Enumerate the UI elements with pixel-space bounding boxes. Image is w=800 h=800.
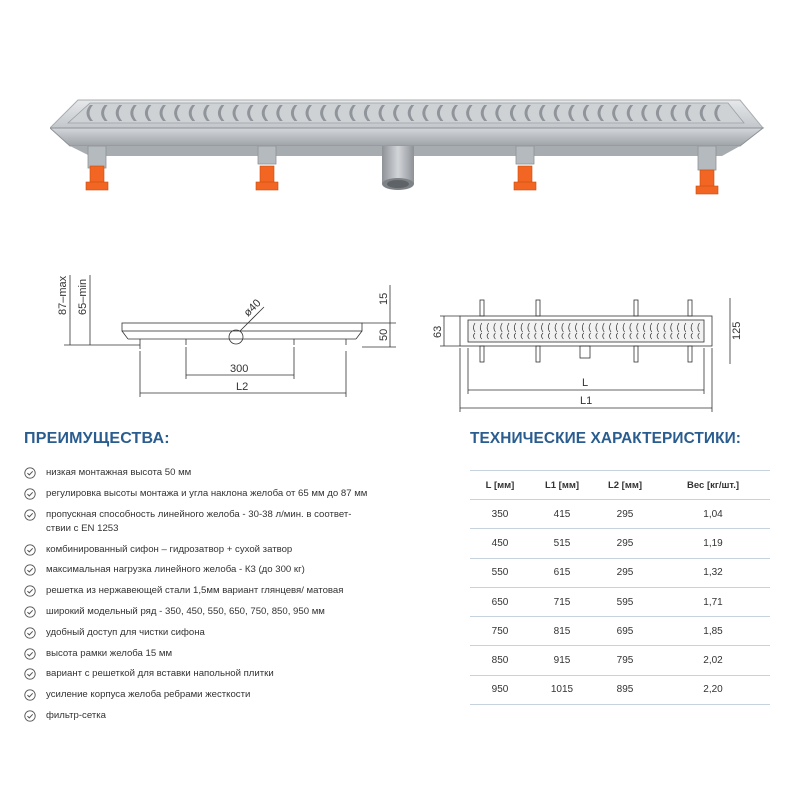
table-cell: 450 [491,537,509,549]
advantage-item [24,626,454,640]
table-cell: 1,32 [703,567,723,579]
dim-65min: 65–min [77,278,89,315]
advantage-item [24,466,454,480]
advantage-line: ствии с EN 1253 [46,522,119,534]
table-cell: 1,19 [703,537,723,549]
advantage-line: удобный доступ для чистки сифона [46,626,205,638]
advantage-text [46,605,454,619]
advantage-line: регулировка высоты монтажа и угла наклона желоба от 65 мм до 87 мм [46,487,368,499]
advantage-line: решетка из нержавеющей стали 1,5мм вариант глянцевя/ матовая [46,585,344,597]
table-body [470,500,770,705]
advantage-item [24,605,454,619]
header-cell-L1: L1 [мм] [544,479,580,491]
check-circle-icon [24,710,36,722]
table-cell: 415 [553,508,571,520]
advantage-line: широкий модельный ряд - 350, 450, 550, 650, 750, 850, 950 мм [46,605,325,617]
check-circle-icon [24,488,36,500]
advantage-text [46,647,454,661]
advantages-title: ПРЕИМУЩЕСТВА: [24,430,170,447]
table-row [470,676,770,705]
side-view-drawing [50,255,410,415]
advantage-item [24,647,454,661]
advantage-text [46,487,454,501]
advantage-text [46,508,454,536]
check-circle-icon [24,689,36,701]
advantage-line: пропускная способность линейного желоба - 30-38 л/мин. в соответ- [46,508,352,520]
table-header-row [470,470,770,500]
table-row [470,588,770,617]
table-cell: 1015 [550,684,574,696]
check-circle-icon [24,627,36,639]
check-circle-icon [24,606,36,618]
advantage-text [46,709,454,723]
header-cell-L2: L2 [мм] [607,479,643,491]
table-cell: 615 [553,567,571,579]
specs-section [470,430,770,705]
dim-L2: L2 [236,381,249,393]
advantage-text [46,667,454,681]
table-row [470,559,770,588]
table-cell: 715 [553,596,571,608]
dim-87max: 87–max [57,275,69,315]
table-row [470,500,770,529]
table-cell: 795 [616,655,634,667]
advantage-text [46,543,454,557]
check-circle-icon [24,544,36,556]
table-cell: 550 [491,567,509,579]
table-cell: 695 [616,625,634,637]
advantage-line: вариант с решеткой для вставки напольной плитки [46,668,274,680]
table-row [470,646,770,675]
specs-title: ТЕХНИЧЕСКИЕ ХАРАКТЕРИСТИКИ: [470,430,741,447]
table-cell: 350 [491,508,509,520]
check-circle-icon [24,668,36,680]
check-circle-icon [24,585,36,597]
advantage-line: максимальная нагрузка линейного желоба - К3 (до 300 кг) [46,564,305,576]
advantage-line: низкая монтажная высота 50 мм [46,467,192,478]
advantage-item [24,543,454,557]
dim-diameter: ø40 [241,297,264,320]
advantage-item [24,688,454,702]
check-circle-icon [24,509,36,521]
table-cell: 515 [553,537,571,549]
dim-L: L [582,377,589,389]
advantage-text [46,584,454,598]
dim-300: 300 [230,363,249,375]
table-row [470,617,770,646]
advantage-line: высота рамки желоба 15 мм [46,647,173,659]
table-cell: 650 [491,596,509,608]
advantage-line: фильтр-сетка [46,709,106,721]
dim-L1: L1 [580,395,593,407]
table-cell: 2,20 [703,684,723,696]
product-image [50,88,765,218]
table-cell: 1,04 [703,508,723,520]
table-cell: 915 [553,655,571,667]
table-cell: 295 [616,567,634,579]
advantage-text [46,688,454,702]
advantage-item [24,563,454,577]
header-cell-L: L [мм] [485,479,515,491]
advantage-item [24,508,454,536]
table-cell: 595 [616,596,634,608]
table-cell: 750 [491,625,509,637]
dim-15: 15 [378,292,390,305]
specs-table [470,470,770,705]
dim-50: 50 [378,328,390,341]
check-circle-icon [24,467,36,479]
table-cell: 850 [491,655,509,667]
check-circle-icon [24,648,36,660]
advantage-line: комбинированный сифон – гидрозатвор + сухой затвор [46,543,293,555]
advantage-text [46,466,454,480]
advantage-item [24,584,454,598]
table-cell: 815 [553,625,571,637]
advantages-list [24,466,454,723]
table-cell: 295 [616,508,634,520]
dim-125: 125 [731,321,743,340]
top-view-drawing [430,290,760,415]
advantage-item [24,709,454,723]
advantages-section [24,430,454,730]
advantage-item [24,487,454,501]
table-cell: 950 [491,684,509,696]
table-cell: 2,02 [703,655,723,667]
table-cell: 295 [616,537,634,549]
table-row [470,529,770,558]
table-cell: 1,71 [703,596,723,608]
check-circle-icon [24,564,36,576]
table-cell: 1,85 [703,625,723,637]
advantage-line: усиление корпуса желоба ребрами жесткости [46,689,251,701]
advantage-text [46,626,454,640]
advantage-text [46,563,454,577]
table-cell: 895 [616,684,634,696]
advantage-item [24,667,454,681]
dim-63: 63 [432,325,444,338]
header-cell-weight: Вес [кг/шт.] [687,479,739,491]
